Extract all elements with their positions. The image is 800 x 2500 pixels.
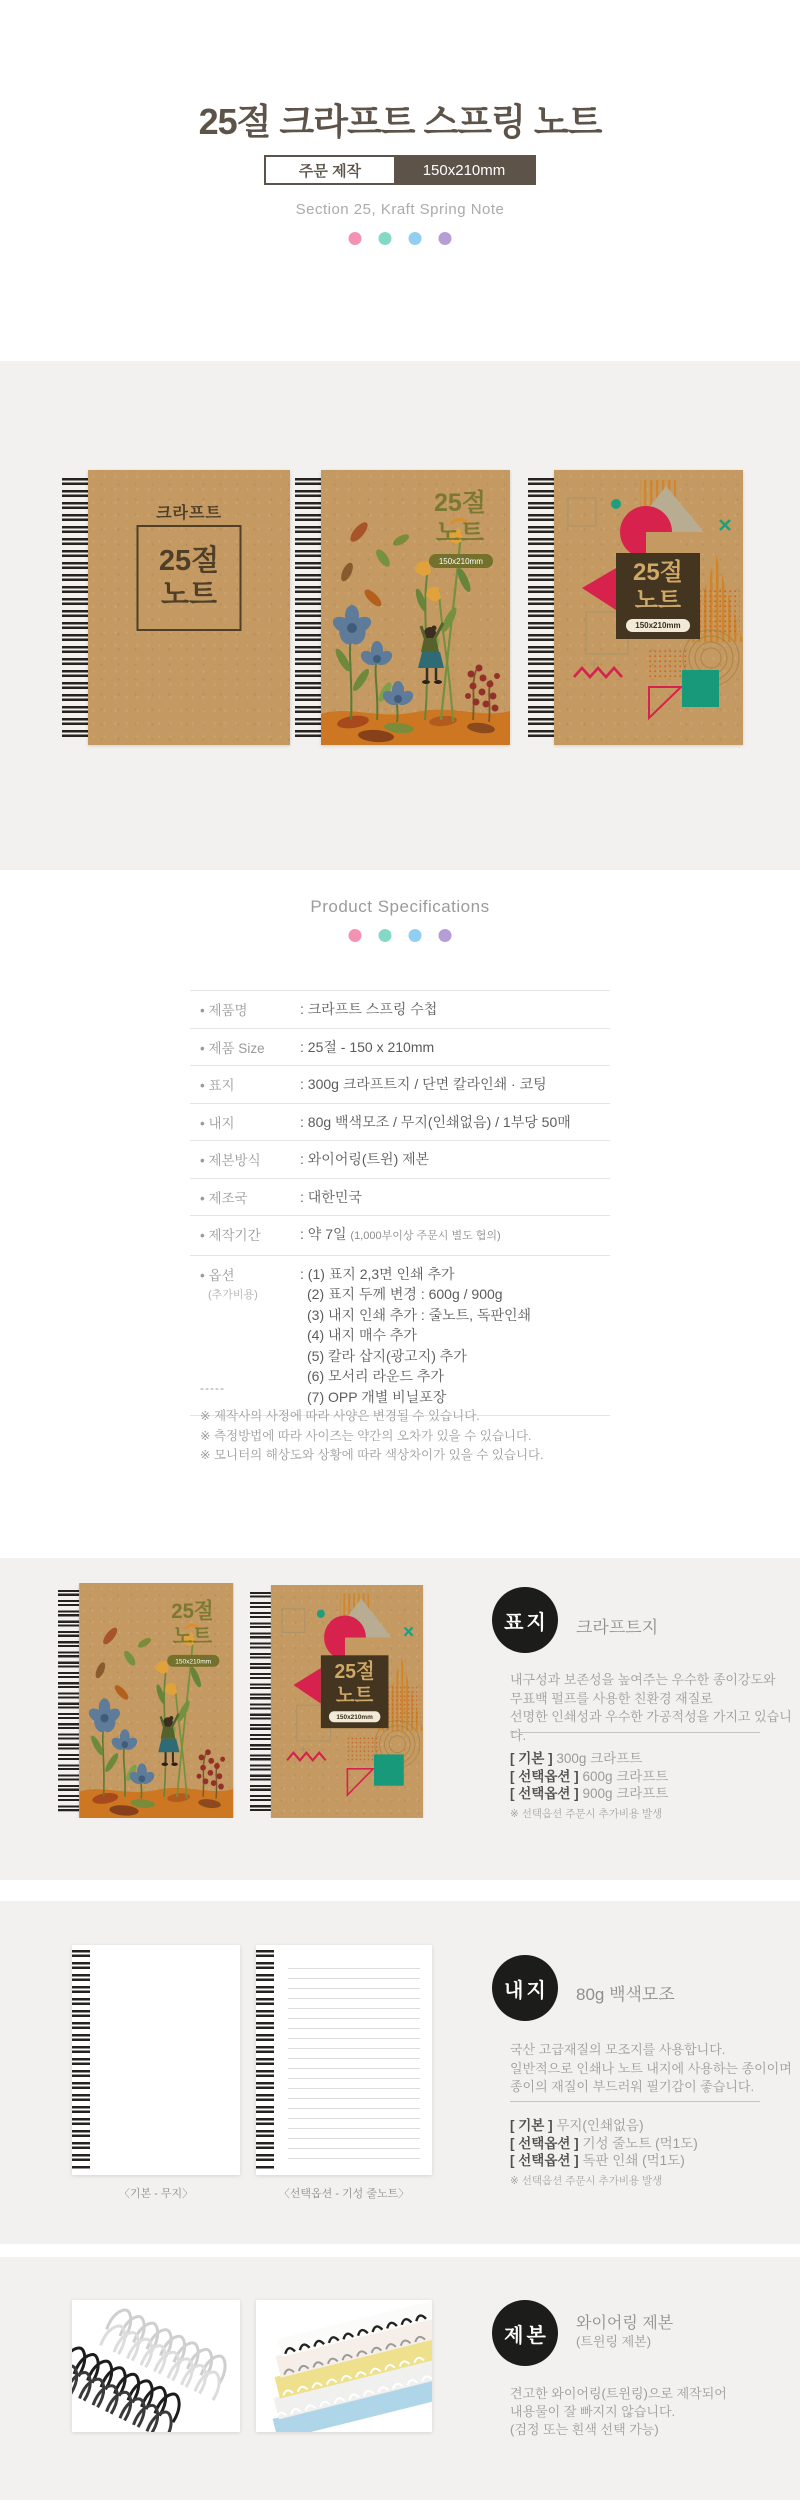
cover-size-pill: 150x210mm [167, 1655, 219, 1667]
option-item: (4) 내지 매수 추가 [307, 1327, 417, 1343]
option-item: (5) 칼라 삽지(광고지) 추가 [307, 1347, 467, 1364]
table-row: • 내지 : 80g 백색모조 / 무지(인쇄없음) / 1부당 50매 [190, 1103, 610, 1141]
plain-paper [90, 1945, 240, 2175]
spec-table [190, 990, 610, 1416]
spiral-binding-icon [528, 478, 554, 737]
cover-size-pill: 150x210mm [626, 619, 689, 632]
specs-heading: Product Specifications [310, 897, 490, 916]
table-row: • 제본방식 : 와이어링(트윈) 제본 [190, 1140, 610, 1178]
table-row: • 제작기간 : 약 7일 (1,000부이상 주문시 별도 협의) [190, 1215, 610, 1255]
notebook-plain [62, 470, 290, 745]
wire-rings-illustration [72, 2300, 240, 2432]
page-subtitle: Section 25, Kraft Spring Note [295, 201, 505, 218]
page-caption-basic: 〈기본 - 무지〉 [118, 2188, 194, 2200]
cover-size-pill: 150x210mm [329, 1712, 380, 1723]
cover-title-line2: 노트 [160, 578, 218, 611]
accent-dots [349, 232, 452, 245]
inner-section-desc: 국산 고급재질의 모조지를 사용합니다. 일반적으로 인쇄나 노트 내지에 사용하는 종이이며 종이의 재질이 부드러워 필기감이 좋습니다. [510, 2042, 792, 2094]
notebook-floral [295, 470, 510, 745]
table-row: • 제조국 : 대한민국 [190, 1178, 610, 1216]
cover-section-desc: 내구성과 보존성을 높여주는 우수한 종이강도와 무표백 펄프를 사용한 친환경 재질로 선명한 인쇄성과 우수한 가공적성을 가지고 있습니다. [510, 1672, 792, 1743]
option-item: (6) 모서리 라운드 추가 [307, 1368, 444, 1384]
dot-pink [349, 929, 362, 942]
cover-option-note: ※ 선택옵션 주문시 추가비용 발생 [510, 1808, 663, 1820]
cover-title-line1: 25절 [158, 544, 220, 577]
dot-mint [379, 929, 392, 942]
binding-section [0, 2257, 800, 2500]
option-line: [ 기본 ] 300g 크라프트 [510, 1751, 643, 1766]
note-line: ※ 제작사의 사정에 따라 사양은 변경될 수 있습니다. [200, 1409, 480, 1423]
option-line: [ 기본 ] 무지(인쇄없음) [510, 2118, 644, 2133]
notebook-cover-geometric [271, 1585, 423, 1818]
lined-paper [274, 1945, 432, 2175]
option-item: : (1) 표지 2,3면 인쇄 추가 [300, 1265, 455, 1282]
table-row: • 옵션 (추가비용) : (1) 표지 2,3면 인쇄 추가 (2) 표지 두께 변경 : 600g / 900g (3) 내지 인쇄 추가 : 줄노트, 독판인쇄 (4) 내지 매수 추가 (5) 칼라 삽지(광고지) 추가 (6) 모서리 라운드 추가 (7) OPP 개별 비닐포장 [190, 1255, 610, 1416]
divider-rule [510, 2101, 760, 2102]
table-row: • 제품명 : 크라프트 스프링 수첩 [190, 990, 610, 1028]
cover-title-line2: 노트 [634, 586, 682, 614]
option-line: [ 선택옵션 ] 600g 크라프트 [510, 1768, 669, 1784]
binding-section-title: 와이어링 제본 [576, 2315, 674, 2332]
order-badge-size: 150x210mm [394, 157, 534, 183]
dot-purple [439, 232, 452, 245]
notebook-cover-plain [88, 470, 290, 745]
dot-blue [409, 929, 422, 942]
cover-title [416, 488, 505, 548]
page-caption-lined: 〈선택옵션 - 기성 줄노트〉 [278, 2188, 410, 2200]
inner-page-plain [72, 1945, 240, 2175]
cover-section-title: 크라프트지 [576, 1618, 659, 1637]
hero-band [0, 361, 800, 870]
photo-wire-rings [72, 2300, 240, 2432]
notebook-floral-small [58, 1583, 237, 1818]
cover-title-line1: 25절 [433, 488, 486, 517]
dot-blue [409, 232, 422, 245]
accent-dots [349, 929, 452, 942]
divider-rule [510, 1732, 760, 1733]
option-line: [ 선택옵션 ] 기성 줄노트 (먹1도) [510, 2135, 698, 2151]
order-badge [264, 155, 536, 185]
cover-options [510, 1750, 668, 1803]
inner-options [510, 2117, 698, 2170]
spiral-binding-icon [72, 1950, 90, 2171]
divider-dashes: ----- [200, 1381, 225, 1395]
dot-purple [439, 929, 452, 942]
binding-section-desc: 견고한 와이어링(트윈링)으로 제작되어 내용물이 잘 빠지지 않습니다. (검정 또는 흰색 선택 가능) [510, 2386, 727, 2437]
cover-title: 25절 노트 [171, 1599, 214, 1649]
spiral-binding-icon [256, 1950, 274, 2171]
inner-paper-section [0, 1901, 800, 2244]
cover-title-box [616, 553, 699, 640]
option-item: (3) 내지 인쇄 추가 : 줄노트, 독판인쇄 [307, 1306, 532, 1323]
spiral-binding-icon [250, 1592, 271, 1811]
bound-notebooks-illustration [256, 2300, 432, 2432]
table-row: • 제품 Size : 25절 - 150 x 210mm [190, 1028, 610, 1066]
notebook-cover-floral [321, 470, 510, 745]
cover-title-line2: 노트 [435, 518, 485, 547]
binding-badge-circle: 제본 [492, 2300, 558, 2366]
cover-size-pill: 150x210mm [429, 554, 493, 568]
notebook-cover-floral [79, 1583, 233, 1818]
cover-title-box: 25절 노트 150x210mm [321, 1655, 388, 1728]
option-list [300, 1264, 531, 1408]
option-line: [ 선택옵션 ] 독판 인쇄 (먹1도) [510, 2153, 685, 2168]
dot-mint [379, 232, 392, 245]
disclaimer-notes [200, 1407, 544, 1466]
spiral-binding-icon [58, 1590, 79, 1811]
table-row: • 표지 : 300g 크라프트지 / 단면 칼라인쇄 · 코팅 [190, 1065, 610, 1103]
note-line: ※ 측정방법에 따라 사이즈는 약간의 오차가 있을 수 있습니다. [200, 1428, 532, 1443]
order-badge-label: 주문 제작 [266, 157, 394, 183]
notebook-geometric [528, 470, 743, 745]
cover-title-box [137, 525, 242, 631]
note-line: ※ 모니터의 해상도와 상황에 따라 색상차이가 있을 수 있습니다. [200, 1448, 544, 1462]
binding-section-subtitle: (트윈링 제본) [576, 2334, 652, 2349]
cover-brand-text: 크라프트 [156, 505, 222, 523]
dot-pink [349, 232, 362, 245]
inner-page-lined [256, 1945, 432, 2175]
option-line: [ 선택옵션 ] 900g 크라프트 [510, 1786, 669, 1801]
spiral-binding-icon [295, 478, 321, 737]
notebook-geometric-small [250, 1585, 427, 1818]
cover-section [0, 1558, 800, 1880]
cover-title-line1: 25절 [632, 559, 683, 587]
inner-section-title: 80g 백색모조 [576, 1985, 675, 2004]
notebook-cover-geometric [554, 470, 743, 745]
photo-bound-notebooks [256, 2300, 432, 2432]
option-item: (7) OPP 개별 비닐포장 [307, 1388, 447, 1405]
inner-badge-circle: 내지 [492, 1955, 558, 2021]
cover-badge-circle: 표지 [492, 1587, 558, 1653]
inner-option-note: ※ 선택옵션 주문시 추가비용 발생 [510, 2175, 663, 2187]
option-item: (2) 표지 두께 변경 : 600g / 900g [307, 1286, 503, 1302]
spiral-binding-icon [62, 478, 88, 737]
page-title: 25절 크라프트 스프링 노트 [198, 101, 602, 142]
